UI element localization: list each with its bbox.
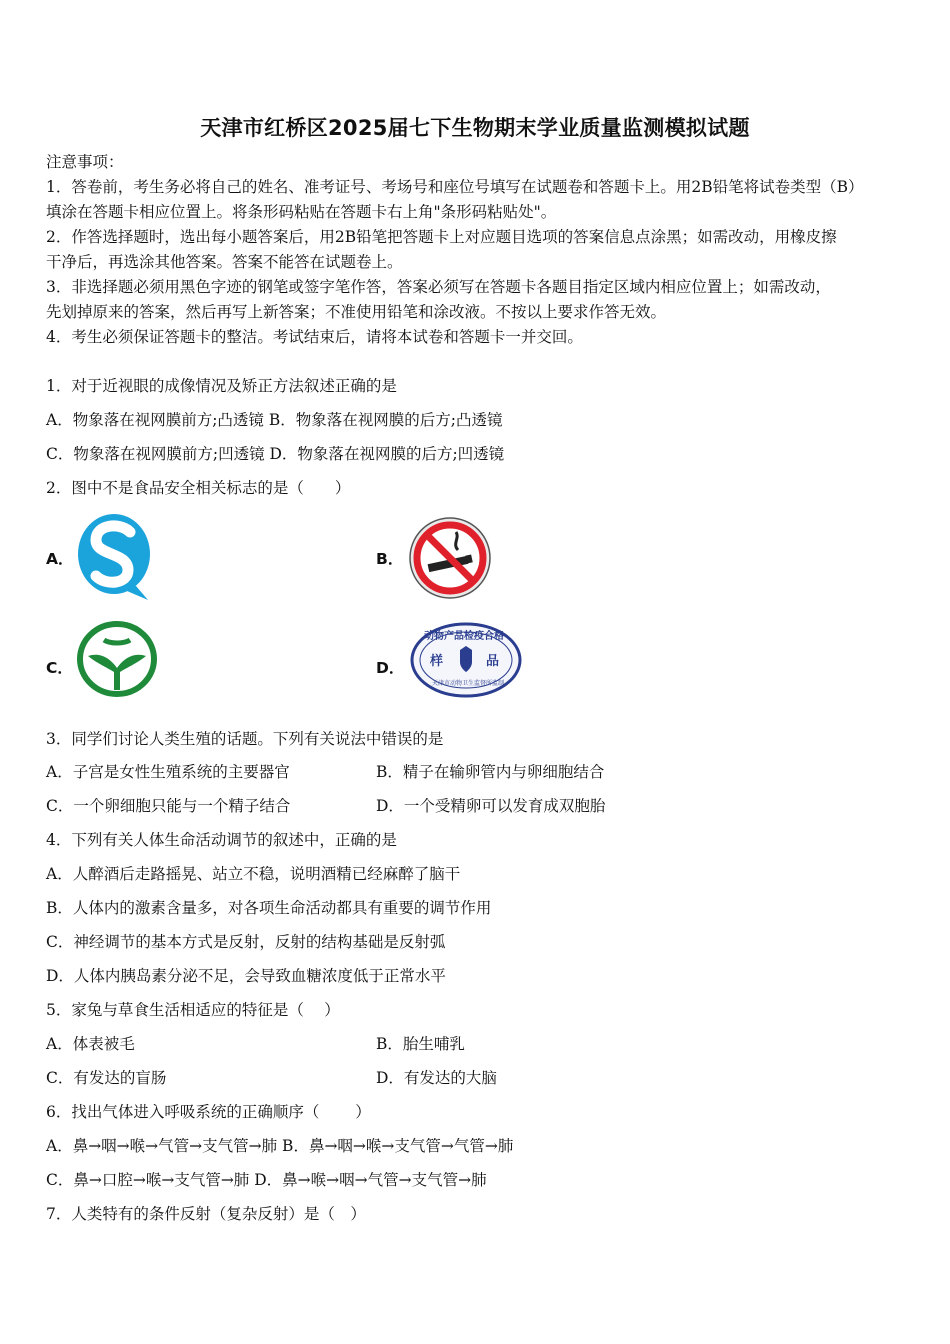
question-5-option-d: D．有发达的大脑 <box>376 1069 497 1087</box>
question-4-option-b: B．人体内的激素含量多，对各项生命活动都具有重要的调节作用 <box>46 899 492 917</box>
qs-logo-icon <box>76 512 156 602</box>
notes-heading: 注意事项： <box>46 153 124 171</box>
notes-line: 先划掉原来的答案，然后再写上新答案；不准使用铅笔和涂改液。不按以上要求作答无效。 <box>46 303 667 321</box>
notes-line: 3．非选择题必须用黑色字迹的钢笔或签字笔作答，答案必须写在答题卡各题目指定区域内相应位置上；如需改动， <box>46 278 831 296</box>
question-1-stem: 1．对于近视眼的成像情况及矫正方法叙述正确的是 <box>46 377 397 395</box>
question-2-option-b-label: B． <box>376 550 404 568</box>
question-3-option-c: C．一个卵细胞只能与一个精子结合 <box>46 797 291 815</box>
notes-line: 干净后，再选涂其他答案。答案不能答在试题卷上。 <box>46 253 403 271</box>
question-5-stem: 5．家兔与草食生活相适应的特征是（ ） <box>46 1001 340 1019</box>
question-2-option-a-label: A． <box>46 550 74 568</box>
no-smoking-icon <box>408 516 492 600</box>
question-2-stem: 2．图中不是食品安全相关标志的是（ ） <box>46 479 351 497</box>
quarantine-stamp <box>410 622 522 698</box>
notes-line: 1．答卷前，考生务必将自己的姓名、准考证号、考场号和座位号填写在试题卷和答题卡上。用2B铅笔将试卷类型（B） <box>46 178 864 196</box>
question-4-option-d: D．人体内胰岛素分泌不足，会导致血糖浓度低于正常水平 <box>46 967 446 985</box>
question-1-options-ab: A．物象落在视网膜前方;凸透镜 B．物象落在视网膜的后方;凸透镜 <box>46 411 503 429</box>
question-4-stem: 4．下列有关人体生命活动调节的叙述中，正确的是 <box>46 831 397 849</box>
green-food-logo-icon <box>76 620 158 698</box>
question-5-option-a: A．体表被毛 <box>46 1035 135 1053</box>
question-4-option-c: C．神经调节的基本方式是反射，反射的结构基础是反射弧 <box>46 933 446 951</box>
question-4-option-a: A．人醉酒后走路摇晃、站立不稳，说明酒精已经麻醉了脑干 <box>46 865 461 883</box>
notes-line: 4．考生必须保证答题卡的整洁。考试结束后，请将本试卷和答题卡一并交回。 <box>46 328 583 346</box>
question-5-option-c: C．有发达的盲肠 <box>46 1069 167 1087</box>
stamp-left-char: 样 <box>430 654 444 669</box>
question-5-option-b: B．胎生哺乳 <box>376 1035 465 1053</box>
question-1-options-cd: C．物象落在视网膜前方;凹透镜 D．物象落在视网膜的后方;凹透镜 <box>46 445 505 463</box>
question-7-stem: 7．人类特有的条件反射（复杂反射）是（ ） <box>46 1205 366 1223</box>
stamp-right-char: 品 <box>486 654 500 669</box>
question-6-stem: 6．找出气体进入呼吸系统的正确顺序（ ） <box>46 1103 371 1121</box>
question-3-option-a: A．子宫是女性生殖系统的主要器官 <box>46 763 290 781</box>
question-3-stem: 3．同学们讨论人类生殖的话题。下列有关说法中错误的是 <box>46 730 444 748</box>
question-6-options-cd: C．鼻→口腔→喉→支气管→肺 D．鼻→喉→咽→气管→支气管→肺 <box>46 1171 487 1189</box>
question-6-options-ab: A．鼻→咽→喉→气管→支气管→肺 B．鼻→咽→喉→支气管→气管→肺 <box>46 1137 514 1155</box>
page-title: 天津市红桥区2025届七下生物期末学业质量监测模拟试题 <box>200 116 750 140</box>
question-2-option-d-label: D． <box>376 659 405 677</box>
question-2-option-c-label: C． <box>46 659 73 677</box>
notes-line: 2．作答选择题时，选出每小题答案后，用2B铅笔把答题卡上对应题目选项的答案信息点涂黑；如需改动，用橡皮擦 <box>46 228 837 246</box>
question-3-option-d: D．一个受精卵可以发育成双胞胎 <box>376 797 606 815</box>
notes-line: 填涂在答题卡相应位置上。将条形码粘贴在答题卡右上角"条形码粘贴处"。 <box>46 203 557 221</box>
question-3-option-b: B．精子在输卵管内与卵细胞结合 <box>376 763 605 781</box>
stamp-bottom-text: 天津市动物卫生监督所监制 <box>432 680 505 687</box>
stamp-top-text: 动物产品检疫合格 <box>424 631 504 642</box>
